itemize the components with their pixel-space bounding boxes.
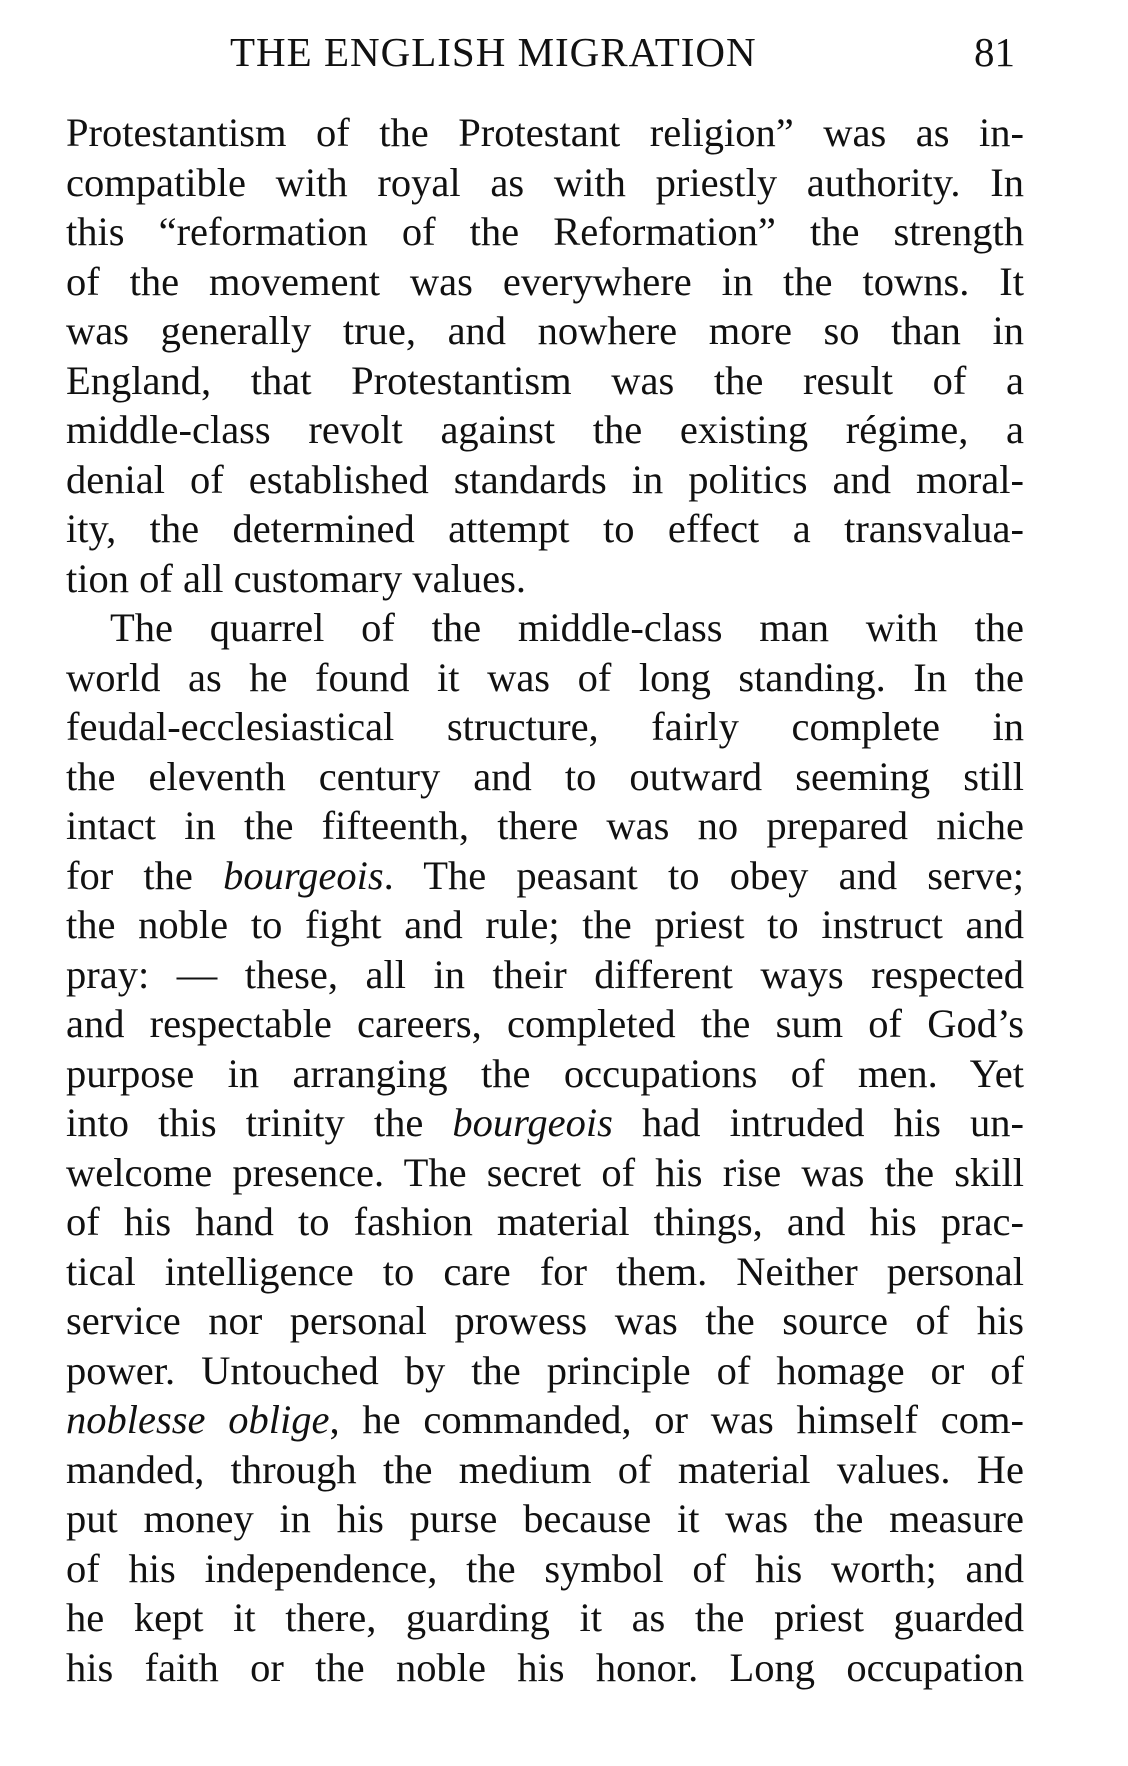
- text-line: denial of established standards in politics and moral-: [66, 456, 1024, 502]
- running-head-title: THE ENGLISH MIGRATION: [230, 29, 757, 75]
- text-line: and respectable careers, completed the sum of God’s: [66, 1001, 1024, 1046]
- text-line: power. Untouched by the principle of homage or of: [66, 1347, 1024, 1393]
- page-number: 81: [974, 29, 1015, 75]
- text-line: put money in his purse because it was the measure: [66, 1496, 1024, 1541]
- text-line: manded, through the medium of material values. He: [66, 1446, 1024, 1492]
- text-line: his faith or the noble his honor. Long occupation: [66, 1644, 1024, 1690]
- text-line: of the movement was everywhere in the towns. It: [66, 258, 1024, 304]
- paragraph-start-line: The quarrel of the middle-class man with the: [110, 605, 1024, 650]
- text-line: pray: — these, all in their different ways respected: [66, 951, 1024, 997]
- text-line: tical intelligence to care for them. Neither personal: [66, 1248, 1024, 1294]
- text-line: England, that Protestantism was the result of a: [66, 357, 1024, 403]
- text-line: service nor personal prowess was the source of his: [66, 1298, 1024, 1343]
- text-line: purpose in arranging the occupations of men. Yet: [66, 1050, 1024, 1096]
- text-run: , he commanded, or was himself com-: [329, 1397, 1024, 1442]
- text-line: he kept it there, guarding it as the priest guarded: [66, 1595, 1024, 1640]
- text-line: [66, 1395, 1024, 1445]
- text-run: into this trinity the: [66, 1100, 424, 1145]
- text-run: had intruded his un-: [642, 1100, 1025, 1145]
- text-run: . The peasant to obey and serve;: [383, 852, 1024, 898]
- italic-term: noblesse oblige: [66, 1397, 330, 1442]
- text-line: of his hand to fashion material things, and his prac-: [66, 1199, 1024, 1244]
- text-line: intact in the fifteenth, there was no prepared niche: [66, 803, 1024, 848]
- text-line: the eleventh century and to outward seeming still: [66, 753, 1024, 799]
- text-line: ity, the determined attempt to effect a transvalua-: [66, 506, 1024, 551]
- text-line: welcome presence. The secret of his rise was the skill: [66, 1149, 1024, 1195]
- text-run: for the: [66, 852, 193, 898]
- text-line: the noble to fight and rule; the priest to instruct and: [66, 902, 1024, 947]
- italic-term: bourgeois: [223, 852, 384, 898]
- text-line: Protestantism of the Protestant religion” was as in-: [66, 110, 1024, 155]
- text-line: [66, 851, 1024, 901]
- text-line: compatible with royal as with priestly authority. In: [66, 159, 1024, 205]
- text-line: world as he found it was of long standing. In the: [66, 654, 1024, 700]
- text-line: middle-class revolt against the existing régime, a: [66, 407, 1024, 452]
- italic-term: bourgeois: [452, 1100, 613, 1145]
- text-line: was generally true, and nowhere more so than in: [66, 308, 1024, 353]
- text-line: of his independence, the symbol of his worth; and: [66, 1545, 1024, 1591]
- text-line: feudal-ecclesiastical structure, fairly complete in: [66, 704, 1024, 749]
- text-line: this “reformation of the Reformation” the strength: [66, 209, 1024, 254]
- text-line: [66, 1098, 1024, 1148]
- body-text: [66, 108, 1024, 1692]
- paragraph-end-line: tion of all customary values.: [66, 555, 527, 601]
